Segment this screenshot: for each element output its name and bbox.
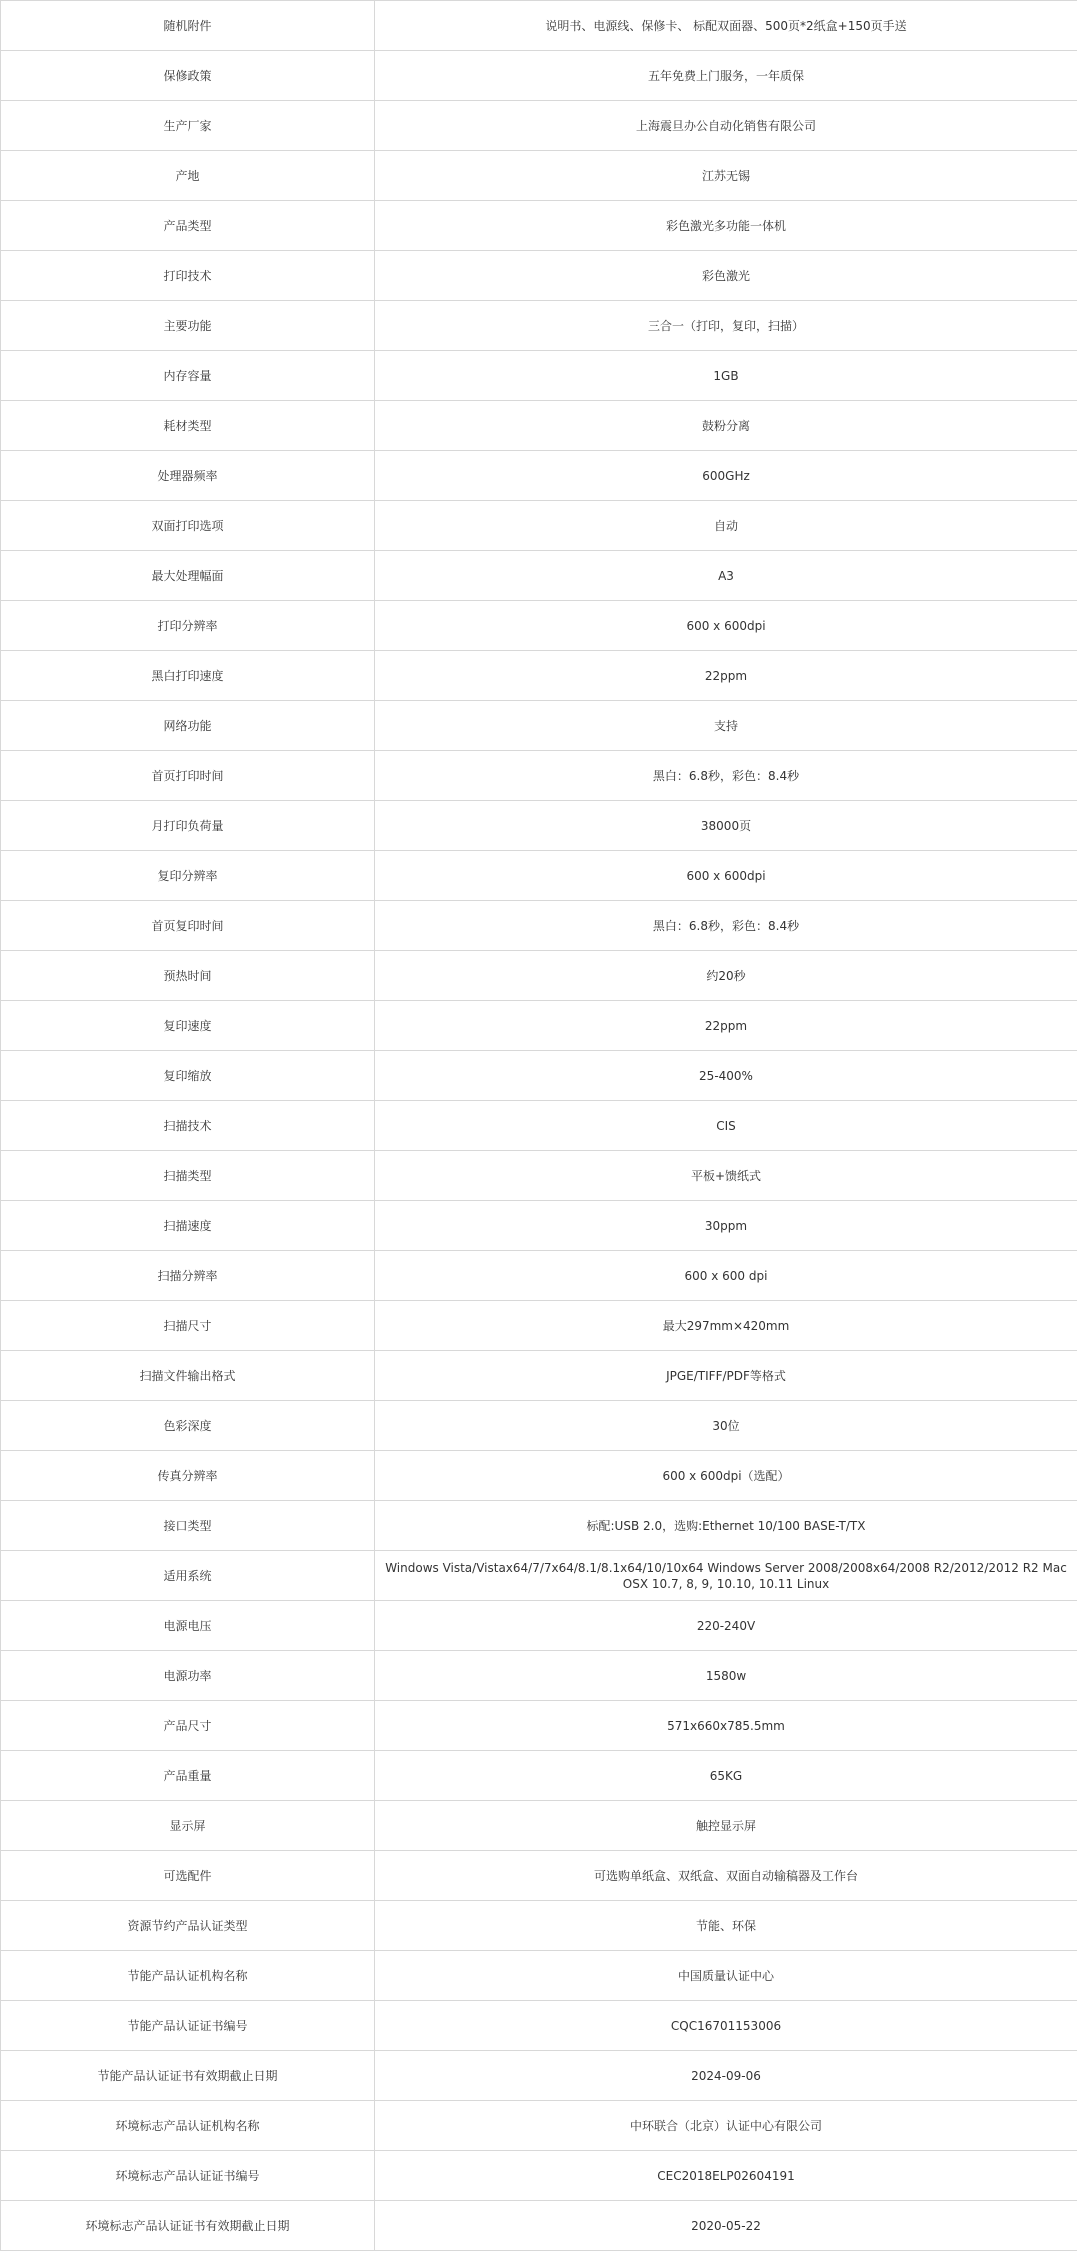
spec-value: 上海震旦办公自动化销售有限公司 <box>375 101 1077 151</box>
spec-value: 标配:USB 2.0，选购:Ethernet 10/100 BASE-T/TX <box>375 1501 1077 1551</box>
table-row <box>1 201 1077 251</box>
table-row <box>1 1 1077 51</box>
table-row <box>1 901 1077 951</box>
spec-value: 约20秒 <box>375 951 1077 1001</box>
spec-value: 彩色激光 <box>375 251 1077 301</box>
spec-label: 节能产品认证机构名称 <box>1 1951 375 2001</box>
table-row <box>1 1301 1077 1351</box>
spec-value: Windows Vista/Vistax64/7/7x64/8.1/8.1x64/10/10x64 Windows Server 2008/2008x64/2008 R2/2012/2012 R2 Mac OSX 10.7, 8, 9, 10.10, 10.11 Linux <box>375 1551 1077 1601</box>
table-row <box>1 2201 1077 2251</box>
spec-value: 600 x 600dpi <box>375 601 1077 651</box>
spec-label: 色彩深度 <box>1 1401 375 1451</box>
spec-value: 中环联合（北京）认证中心有限公司 <box>375 2101 1077 2151</box>
spec-label: 扫描技术 <box>1 1101 375 1151</box>
spec-label: 扫描尺寸 <box>1 1301 375 1351</box>
spec-label: 打印分辨率 <box>1 601 375 651</box>
table-row <box>1 1501 1077 1551</box>
table-row <box>1 651 1077 701</box>
spec-label: 产地 <box>1 151 375 201</box>
spec-label: 首页打印时间 <box>1 751 375 801</box>
table-row <box>1 1451 1077 1501</box>
spec-value: 黑白：6.8秒，彩色：8.4秒 <box>375 751 1077 801</box>
spec-value: 2020-05-22 <box>375 2201 1077 2251</box>
spec-label: 预热时间 <box>1 951 375 1001</box>
spec-label: 打印技术 <box>1 251 375 301</box>
spec-label: 黑白打印速度 <box>1 651 375 701</box>
table-row <box>1 351 1077 401</box>
table-row <box>1 551 1077 601</box>
spec-label: 电源功率 <box>1 1651 375 1701</box>
spec-label: 环境标志产品认证证书有效期截止日期 <box>1 2201 375 2251</box>
table-row <box>1 1701 1077 1751</box>
table-row <box>1 851 1077 901</box>
spec-value: 自动 <box>375 501 1077 551</box>
spec-label: 复印速度 <box>1 1001 375 1051</box>
spec-label: 生产厂家 <box>1 101 375 151</box>
spec-value: 600 x 600 dpi <box>375 1251 1077 1301</box>
table-row <box>1 401 1077 451</box>
table-row <box>1 1551 1077 1601</box>
spec-label: 环境标志产品认证证书编号 <box>1 2151 375 2201</box>
spec-label: 传真分辨率 <box>1 1451 375 1501</box>
spec-value: 江苏无锡 <box>375 151 1077 201</box>
table-row <box>1 701 1077 751</box>
table-row <box>1 1001 1077 1051</box>
spec-value: 五年免费上门服务，一年质保 <box>375 51 1077 101</box>
spec-value: 最大297mm×420mm <box>375 1301 1077 1351</box>
spec-value: 571x660x785.5mm <box>375 1701 1077 1751</box>
table-row <box>1 51 1077 101</box>
spec-value: 可选购单纸盒、双纸盒、双面自动输稿器及工作台 <box>375 1851 1077 1901</box>
table-row <box>1 151 1077 201</box>
table-row <box>1 1151 1077 1201</box>
table-row <box>1 451 1077 501</box>
table-row <box>1 1901 1077 1951</box>
spec-value: 2024-09-06 <box>375 2051 1077 2101</box>
spec-label: 可选配件 <box>1 1851 375 1901</box>
spec-value: 220-240V <box>375 1601 1077 1651</box>
spec-value: 22ppm <box>375 651 1077 701</box>
spec-label: 产品尺寸 <box>1 1701 375 1751</box>
table-row <box>1 1201 1077 1251</box>
spec-label: 随机附件 <box>1 1 375 51</box>
spec-label: 主要功能 <box>1 301 375 351</box>
spec-value: 1580w <box>375 1651 1077 1701</box>
table-row <box>1 1051 1077 1101</box>
spec-value: CEC2018ELP02604191 <box>375 2151 1077 2201</box>
spec-label: 显示屏 <box>1 1801 375 1851</box>
table-row <box>1 1351 1077 1401</box>
spec-label: 适用系统 <box>1 1551 375 1601</box>
spec-value: 38000页 <box>375 801 1077 851</box>
table-row <box>1 1651 1077 1701</box>
spec-table-body <box>1 1 1077 2251</box>
spec-value: 彩色激光多功能一体机 <box>375 201 1077 251</box>
table-row <box>1 2001 1077 2051</box>
spec-label: 扫描速度 <box>1 1201 375 1251</box>
spec-value: 600GHz <box>375 451 1077 501</box>
spec-label: 耗材类型 <box>1 401 375 451</box>
spec-label: 资源节约产品认证类型 <box>1 1901 375 1951</box>
spec-value: 25-400% <box>375 1051 1077 1101</box>
table-row <box>1 1251 1077 1301</box>
spec-label: 最大处理幅面 <box>1 551 375 601</box>
spec-label: 扫描类型 <box>1 1151 375 1201</box>
spec-label: 产品重量 <box>1 1751 375 1801</box>
spec-value: 平板+馈纸式 <box>375 1151 1077 1201</box>
spec-label: 环境标志产品认证机构名称 <box>1 2101 375 2151</box>
table-row <box>1 1801 1077 1851</box>
table-row <box>1 1101 1077 1151</box>
spec-label: 产品类型 <box>1 201 375 251</box>
spec-label: 内存容量 <box>1 351 375 401</box>
spec-value: 触控显示屏 <box>375 1801 1077 1851</box>
spec-value: 支持 <box>375 701 1077 751</box>
spec-value: 30ppm <box>375 1201 1077 1251</box>
table-row <box>1 1951 1077 2001</box>
table-row <box>1 601 1077 651</box>
spec-value: 鼓粉分离 <box>375 401 1077 451</box>
table-row <box>1 101 1077 151</box>
spec-value: 1GB <box>375 351 1077 401</box>
spec-value: 中国质量认证中心 <box>375 1951 1077 2001</box>
table-row <box>1 951 1077 1001</box>
spec-label: 节能产品认证证书编号 <box>1 2001 375 2051</box>
spec-value: 600 x 600dpi（选配） <box>375 1451 1077 1501</box>
spec-value: 22ppm <box>375 1001 1077 1051</box>
spec-value: 65KG <box>375 1751 1077 1801</box>
spec-value: CQC16701153006 <box>375 2001 1077 2051</box>
spec-label: 节能产品认证证书有效期截止日期 <box>1 2051 375 2101</box>
spec-value: 30位 <box>375 1401 1077 1451</box>
spec-value: 说明书、电源线、保修卡、 标配双面器、500页*2纸盒+150页手送 <box>375 1 1077 51</box>
spec-label: 保修政策 <box>1 51 375 101</box>
table-row <box>1 1751 1077 1801</box>
table-row <box>1 1601 1077 1651</box>
spec-label: 复印分辨率 <box>1 851 375 901</box>
spec-value: 节能、环保 <box>375 1901 1077 1951</box>
table-row <box>1 301 1077 351</box>
spec-label: 复印缩放 <box>1 1051 375 1101</box>
spec-value: JPGE/TIFF/PDF等格式 <box>375 1351 1077 1401</box>
spec-label: 接口类型 <box>1 1501 375 1551</box>
table-row <box>1 751 1077 801</box>
table-row <box>1 2101 1077 2151</box>
table-row <box>1 801 1077 851</box>
spec-label: 双面打印选项 <box>1 501 375 551</box>
table-row <box>1 2051 1077 2101</box>
spec-label: 扫描文件输出格式 <box>1 1351 375 1401</box>
spec-label: 处理器频率 <box>1 451 375 501</box>
table-row <box>1 251 1077 301</box>
spec-label: 电源电压 <box>1 1601 375 1651</box>
table-row <box>1 501 1077 551</box>
spec-label: 首页复印时间 <box>1 901 375 951</box>
spec-value: 600 x 600dpi <box>375 851 1077 901</box>
table-row <box>1 1851 1077 1901</box>
table-row <box>1 1401 1077 1451</box>
spec-label: 扫描分辨率 <box>1 1251 375 1301</box>
spec-value: 黑白：6.8秒，彩色：8.4秒 <box>375 901 1077 951</box>
spec-label: 网络功能 <box>1 701 375 751</box>
spec-label: 月打印负荷量 <box>1 801 375 851</box>
spec-value: A3 <box>375 551 1077 601</box>
spec-value: CIS <box>375 1101 1077 1151</box>
spec-value: 三合一（打印，复印，扫描） <box>375 301 1077 351</box>
table-row <box>1 2151 1077 2201</box>
